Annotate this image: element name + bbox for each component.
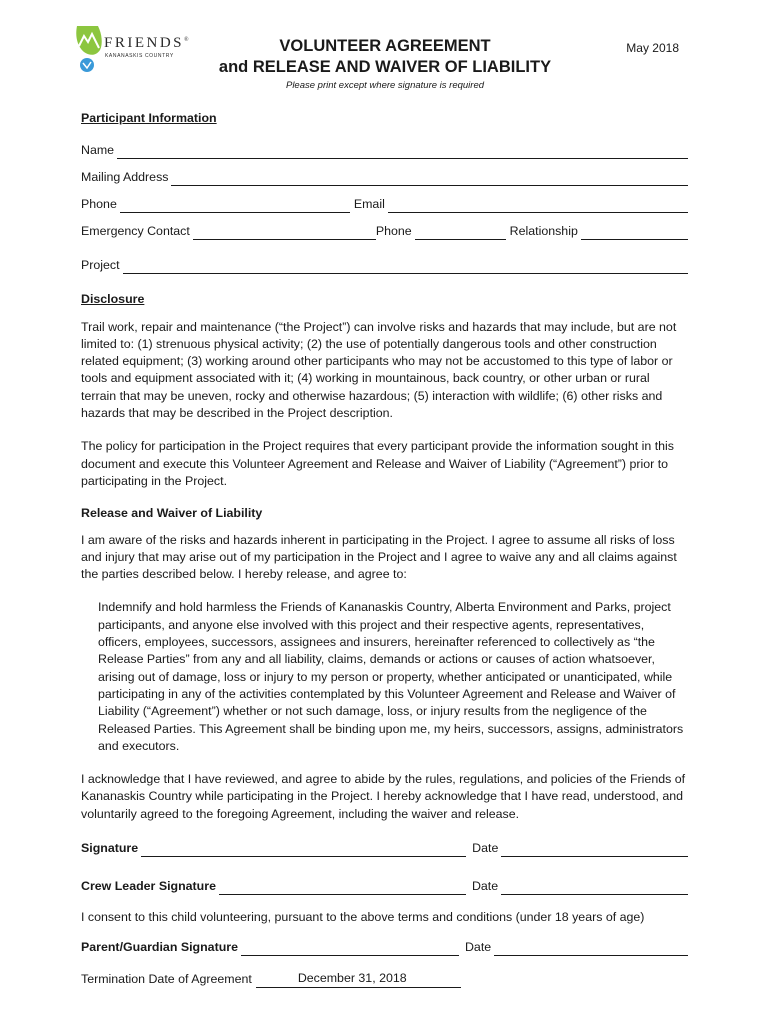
signature-label: Signature (81, 840, 139, 855)
child-consent-text: I consent to this child volunteering, pursuant to the above terms and conditions (under 18 years of age) (81, 910, 645, 925)
phone-email-row (81, 196, 688, 213)
address-field[interactable] (171, 174, 688, 186)
friends-logo (74, 22, 192, 78)
termination-label: Termination Date of Agreement (81, 972, 252, 987)
form-body (81, 110, 688, 988)
print-instruction: Please print except where signature is required (285, 80, 485, 91)
name-label: Name (81, 143, 115, 157)
disclosure-paragraph-1: Trail work, repair and maintenance (“the Project”) can involve risks and hazards that may include, but are not limited to: (1) strenuous physical activity; (2) the use of potentially dangerous tools and other construction related equipment; (3) working around other participants who may not be accustomed to this type of labor or tools and equipment associated with it; (4) working in mountainous, back country, or other urban or rural terrain that may be uneven, rocky and otherwise hazardous; (5) interaction with wildlife; (6) other risks and hazards that may be described in the Project description. (81, 319, 677, 421)
name-field[interactable] (117, 147, 688, 159)
termination-date-field[interactable] (256, 970, 461, 988)
project-field[interactable] (123, 262, 688, 274)
indemnify-paragraph: Indemnify and hold harmless the Friends of Kananaskis Country, Alberta Environment and Parks, project participants, and anyone else involved with this project and their respective agents, representatives, officers, employees, successors, assignees and insurers, hereinafter referenced to collectively as “the Release Parties” from any and all liability, claims, demands or actions or causes of action whatsoever, arising out of damage, loss or injury to my person or property, whether anticipated or unanticipated, while participating in any of the activities contemplated by this Volunteer Agreement and Release and Waiver of Liability (“Agreement”) whether or not such damage, loss, or injury results from the negligence of the Released Parties. This Agreement shall be binding upon me, my heirs, successors, assigns, administrators and executors. (98, 600, 684, 753)
emergency-contact-label: Emergency Contact (81, 224, 190, 238)
mountain-leaf-icon (74, 22, 104, 78)
logo-wordmark: FRIENDS® (104, 35, 192, 51)
signature-row (81, 840, 688, 857)
crew-leader-row (81, 878, 688, 895)
phone-label: Phone (81, 197, 117, 211)
disclosure-paragraph-2: The policy for participation in the Project requires that every participant provide the information sought in this document and execute this Volunteer Agreement and Release and Waiver of Liability (“Agreement”) prior to participating in the Project. (81, 439, 674, 488)
crew-leader-signature-field[interactable] (219, 883, 466, 895)
relationship-label: Relationship (509, 224, 578, 238)
relationship-field[interactable] (581, 228, 688, 240)
signature-field[interactable] (141, 845, 466, 857)
emergency-phone-label: Phone (375, 224, 412, 238)
emergency-contact-field[interactable] (193, 228, 376, 240)
title-line-1: VOLUNTEER AGREEMENT (279, 37, 491, 55)
crew-leader-label: Crew Leader Signature (81, 878, 216, 893)
guardian-date-field[interactable] (494, 944, 688, 956)
crew-leader-date-label: Date (471, 878, 499, 893)
logo-subtitle: KANANASKIS COUNTRY (105, 53, 174, 59)
emergency-row (81, 223, 688, 240)
phone-field[interactable] (120, 201, 350, 213)
project-row (81, 257, 688, 274)
document-header (200, 36, 570, 94)
guardian-signature-field[interactable] (241, 944, 459, 956)
email-field[interactable] (388, 201, 688, 213)
termination-row (81, 971, 688, 988)
release-paragraph: I am aware of the risks and hazards inherent in participating in the Project. I agree to assume all risks of loss and injury that may arise out of my participation in the Project and I agree to waive any and all claims against the parties described below. I hereby release, and agree to: (81, 532, 677, 582)
guardian-label: Parent/Guardian Signature (81, 940, 238, 955)
guardian-row (81, 939, 688, 956)
project-label: Project (81, 258, 120, 272)
name-row (81, 142, 688, 159)
acknowledge-paragraph: I acknowledge that I have reviewed, and agree to abide by the rules, regulations, and policies of the Friends of Kananaskis Country while participating in the Project. I hereby acknowledge that I have read, understood, and voluntarily agreed to the foregoing Agreement, including the waiver and release. (81, 772, 686, 821)
guardian-date-label: Date (464, 940, 492, 955)
emergency-phone-field[interactable] (415, 228, 506, 240)
termination-date-value: December 31, 2018 (297, 971, 407, 986)
participant-heading: Participant Information (81, 111, 217, 125)
release-heading: Release and Waiver of Liability (81, 506, 263, 521)
disclosure-heading: Disclosure (81, 292, 145, 307)
signature-date-label: Date (472, 840, 499, 855)
crew-leader-date-field[interactable] (501, 883, 688, 895)
address-row (81, 169, 688, 186)
signature-date-field[interactable] (501, 845, 688, 857)
email-label: Email (353, 197, 385, 211)
document-date: May 2018 (626, 41, 679, 55)
address-label: Mailing Address (81, 170, 169, 184)
title-line-2: and RELEASE AND WAIVER OF LIABILITY (218, 58, 552, 76)
